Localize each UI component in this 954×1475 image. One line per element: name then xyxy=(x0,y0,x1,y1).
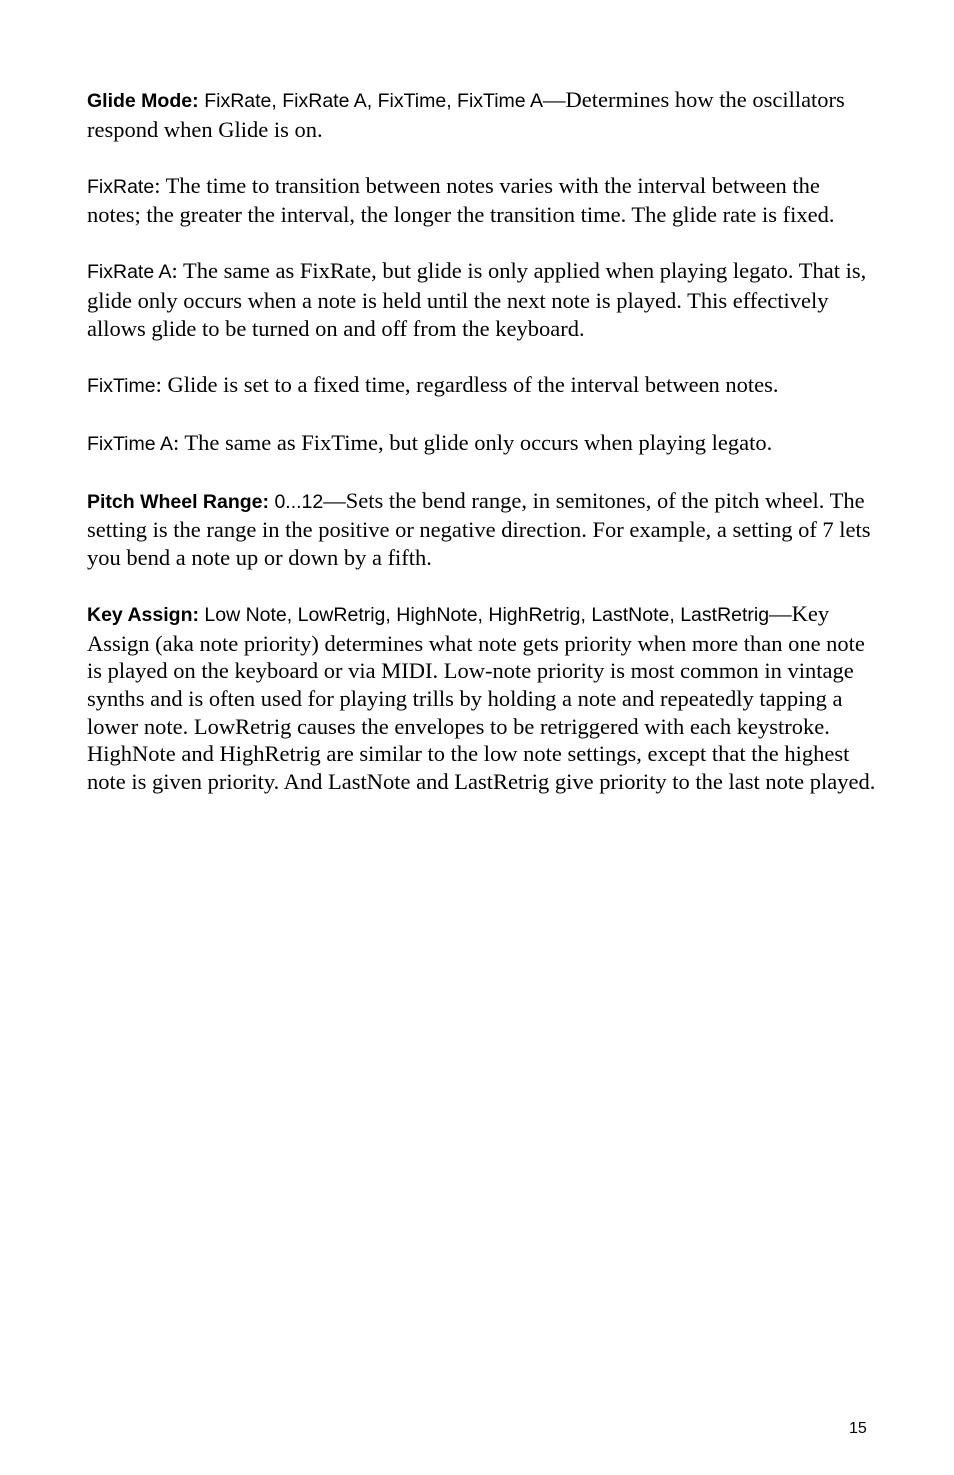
pitch-wheel-range-paragraph xyxy=(87,487,877,572)
fixrate-description: : The time to transition between notes varies with the interval between the notes; the greater the interval, the longer the transition time. The glide rate is fixed. xyxy=(87,172,835,228)
glide-mode-paragraph xyxy=(87,86,877,143)
pitch-wheel-range-description: —Sets the bend range, in semitones, of the pitch wheel. The setting is the range in the positive or negative direction. For example, a setting of 7 lets you bend a note up or down by a fifth. xyxy=(87,487,871,571)
fixrate-paragraph xyxy=(87,172,877,229)
key-assign-label: Key Assign: xyxy=(87,604,199,627)
key-assign-options: Low Note, LowRetrig, HighNote, HighRetrig, LastNote, LastRetrig xyxy=(198,604,770,627)
key-assign-paragraph xyxy=(87,600,877,795)
fixtime-a-term: FixTime A xyxy=(87,432,173,455)
glide-mode-options: FixRate, FixRate A, FixTime, FixTime A xyxy=(204,90,543,112)
fixtime-description: : Glide is set to a fixed time, regardless of the interval between notes. xyxy=(155,371,779,397)
fixrate-a-paragraph xyxy=(87,257,877,342)
fixtime-a-description: : The same as FixTime, but glide only occurs when playing legato. xyxy=(172,429,773,455)
glide-mode-label: Glide Mode: xyxy=(87,90,199,112)
fixtime-a-paragraph xyxy=(87,429,877,459)
fixrate-term: FixRate xyxy=(87,175,155,198)
glide-mode-description: —Determines how the oscillators respond when Glide is on. xyxy=(87,87,845,142)
pitch-wheel-range-label: Pitch Wheel Range: xyxy=(87,490,270,513)
fixrate-a-term: FixRate A xyxy=(87,261,172,284)
fixtime-paragraph xyxy=(87,371,877,401)
page-number: 15 xyxy=(849,1420,867,1437)
document-body xyxy=(87,86,877,824)
key-assign-description: —Key Assign (aka note priority) determines what note gets priority when more than one note is played on the keyboard or via MIDI. Low-note priority is most common in vintage synths and is often used for playing trills by holding a note and repeatedly tapping a lower note. LowRetrig causes the envelopes to be retriggered with each keystroke. HighNote and HighRetrig are similar to the low note settings, except that the highest note is given priority. And LastNote and LastRetrig give priority to the last note played. xyxy=(87,601,876,794)
fixtime-term: FixTime xyxy=(87,374,156,397)
pitch-wheel-range-options: 0...12 xyxy=(269,490,324,513)
fixrate-a-description: : The same as FixRate, but glide is only applied when playing legato. That is, glide only occurs when a note is held until the next note is played. This effectively allows glide to be turned on and off from the keyboard. xyxy=(87,258,867,341)
